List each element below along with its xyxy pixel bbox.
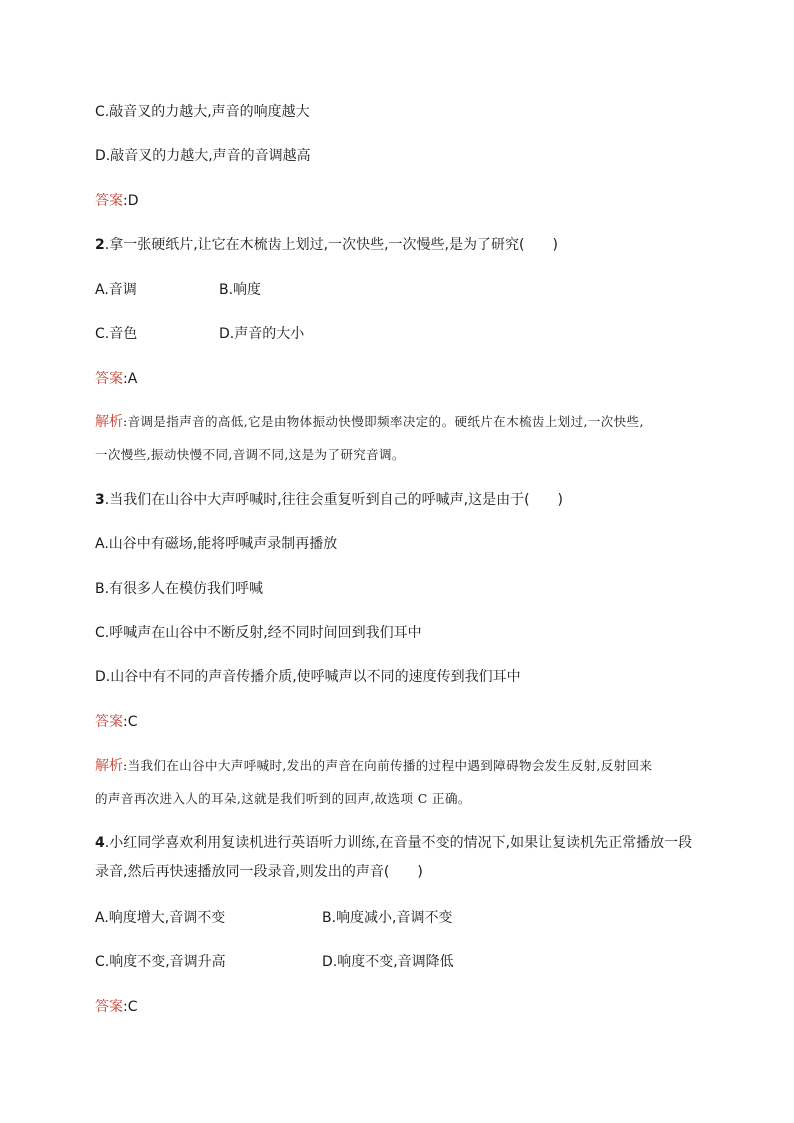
question-stem: .拿一张硬纸片,让它在木梳齿上划过,一次快些,一次慢些,是为了研究( ) bbox=[104, 237, 558, 253]
q4-stem-line1 bbox=[95, 833, 692, 853]
q1-option-c: C.敲音叉的力越大,声音的响度越大 bbox=[95, 104, 310, 120]
q4-option-c: C.响度不变,音调升高 bbox=[95, 954, 226, 970]
q3-option-a: A.山谷中有磁场,能将呼喊声录制再播放 bbox=[95, 536, 338, 552]
question-stem: .当我们在山谷中大声呼喊时,往往会重复听到自己的呼喊声,这是由于( ) bbox=[104, 492, 564, 508]
q3-option-c: C.呼喊声在山谷中不断反射,经不同时间回到我们耳中 bbox=[95, 625, 422, 641]
question-number: 3 bbox=[95, 492, 105, 508]
answer-label: 答案 bbox=[95, 714, 123, 730]
q3-option-b: B.有很多人在模仿我们呼喊 bbox=[95, 581, 264, 597]
q1-option-d: D.敲音叉的力越大,声音的音调越高 bbox=[95, 148, 311, 164]
q3-stem bbox=[95, 490, 563, 510]
answer-value: :D bbox=[123, 193, 139, 209]
q2-option-d: D.声音的大小 bbox=[219, 326, 305, 342]
q4-option-a: A.响度增大,音调不变 bbox=[95, 910, 226, 926]
question-number: 4 bbox=[95, 835, 105, 851]
answer-label: 答案 bbox=[95, 193, 123, 209]
answer-label: 答案 bbox=[95, 999, 123, 1015]
answer-label: 答案 bbox=[95, 371, 123, 387]
question-number: 2 bbox=[95, 237, 105, 253]
answer-value: :A bbox=[123, 371, 138, 387]
answer-value: :C bbox=[123, 999, 138, 1015]
q4-answer bbox=[95, 997, 138, 1017]
analysis-label: 解析 bbox=[95, 414, 123, 430]
q3-analysis-line2: 的声音再次进入人的耳朵,这就是我们听到的回声,故选项 C 正确。 bbox=[95, 791, 471, 806]
q4-option-b: B.响度减小,音调不变 bbox=[322, 910, 453, 926]
q2-answer bbox=[95, 369, 137, 389]
question-stem: .小红同学喜欢利用复读机进行英语听力训练,在音量不变的情况下,如果让复读机先正常播放一段 bbox=[104, 835, 693, 851]
q1-answer bbox=[95, 191, 139, 211]
q2-option-b: B.响度 bbox=[219, 282, 262, 298]
q2-analysis-line1 bbox=[95, 412, 644, 432]
analysis-text: :当我们在山谷中大声呼喊时,发出的声音在向前传播的过程中遇到障碍物会发生反射,反射回来 bbox=[123, 758, 653, 773]
q4-stem-line2: 录音,然后再快速播放同一段录音,则发出的声音( ) bbox=[95, 864, 423, 880]
answer-value: :C bbox=[123, 714, 138, 730]
q2-option-a: A.音调 bbox=[95, 282, 137, 298]
analysis-label: 解析 bbox=[95, 758, 123, 774]
q4-option-d: D.响度不变,音调降低 bbox=[322, 954, 454, 970]
analysis-text: :音调是指声音的高低,它是由物体振动快慢即频率决定的。硬纸片在木梳齿上划过,一次快些, bbox=[123, 414, 644, 429]
q2-stem bbox=[95, 235, 558, 255]
q3-answer bbox=[95, 712, 138, 732]
q3-option-d: D.山谷中有不同的声音传播介质,使呼喊声以不同的速度传到我们耳中 bbox=[95, 669, 521, 685]
q2-options-row1 bbox=[95, 280, 137, 300]
q2-option-c: C.音色 bbox=[95, 326, 138, 342]
q2-analysis-line2: 一次慢些,振动快慢不同,音调不同,这是为了研究音调。 bbox=[95, 447, 405, 462]
q3-analysis-line1 bbox=[95, 756, 652, 776]
